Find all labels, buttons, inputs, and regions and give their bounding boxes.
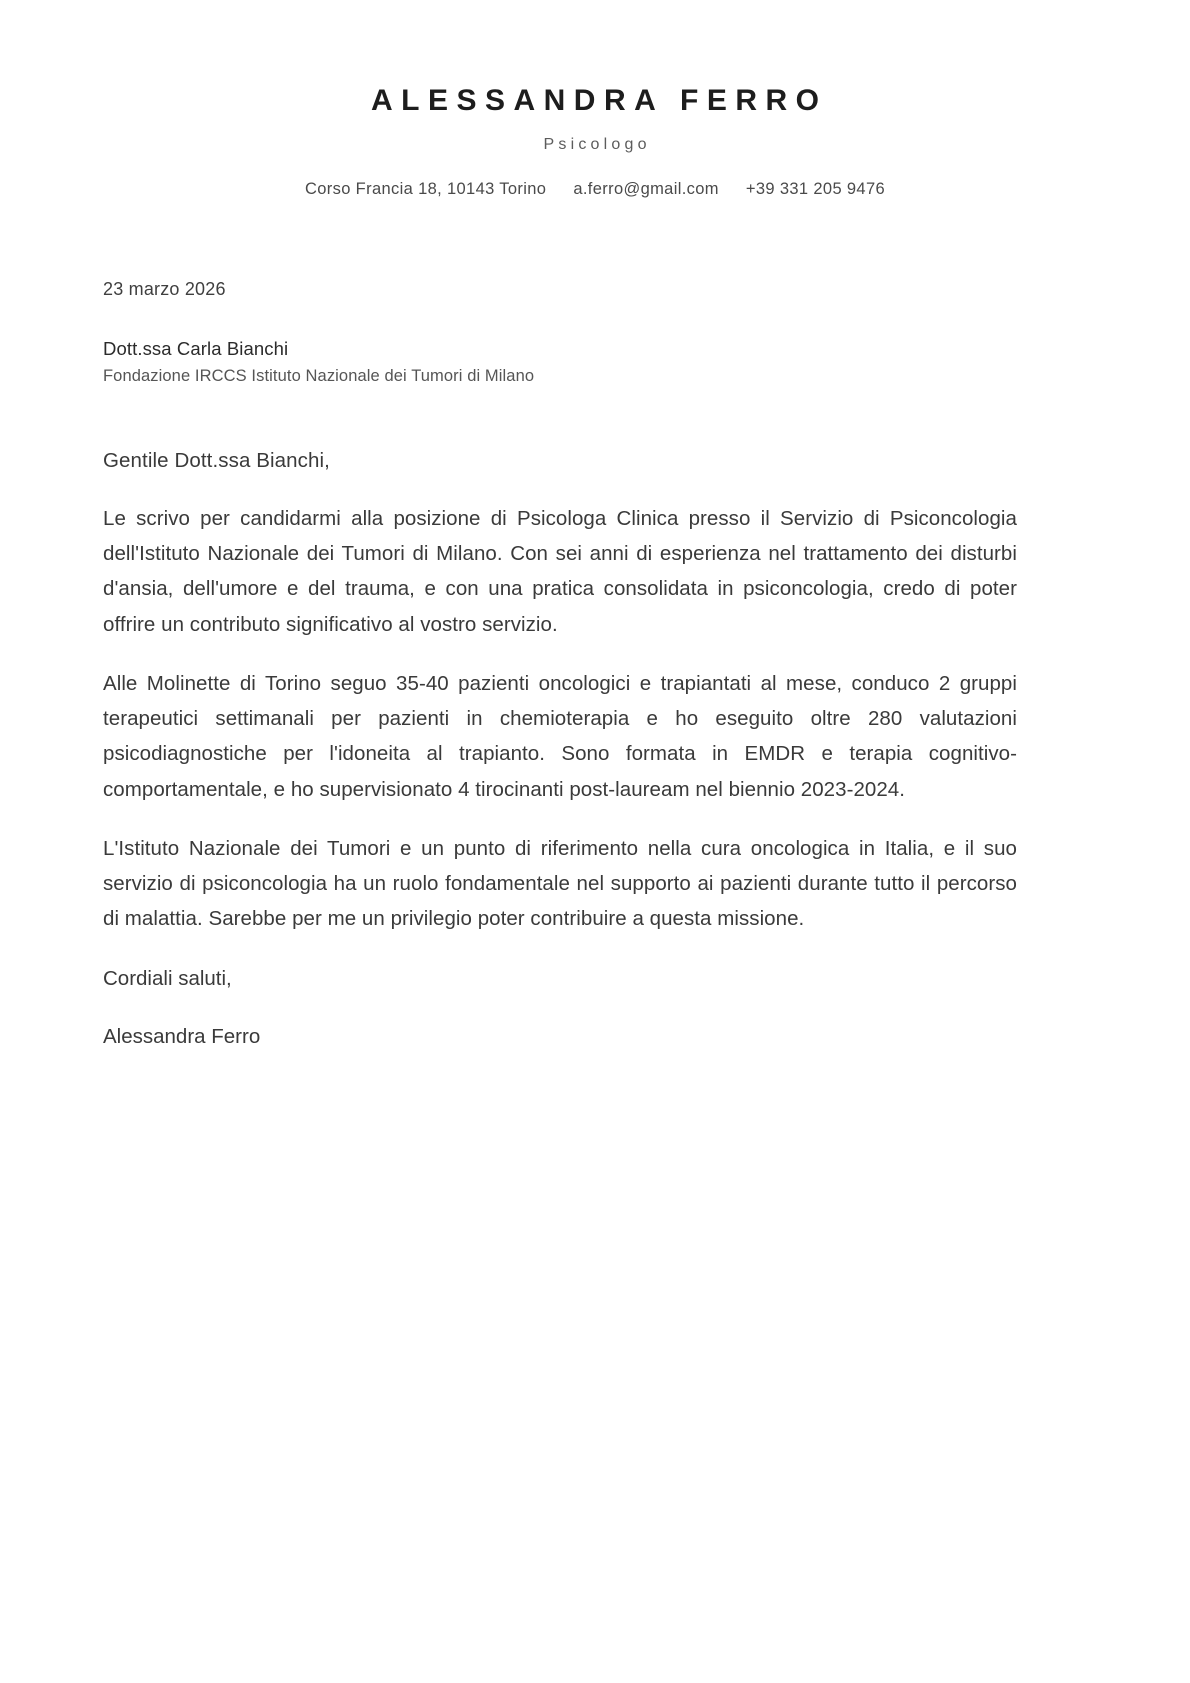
candidate-name: ALESSANDRA FERRO <box>370 84 828 117</box>
letterhead <box>0 0 1190 199</box>
letter-body <box>0 279 1190 1055</box>
letter-signature: Alessandra Ferro <box>103 1025 261 1049</box>
recipient-organization: Fondazione IRCCS Istituto Nazionale dei Tumori di Milano <box>103 367 535 386</box>
letter-date: 23 marzo 2026 <box>103 278 226 299</box>
recipient-block <box>103 336 1017 390</box>
letter-greeting: Gentile Dott.ssa Bianchi, <box>103 449 330 473</box>
candidate-role: Psicologo <box>543 135 651 153</box>
letter-closing: Cordiali saluti, <box>103 966 232 990</box>
contact-phone[interactable]: +39 331 205 9476 <box>745 179 886 198</box>
contact-address: Corso Francia 18, 10143 Torino <box>304 179 547 198</box>
letter-paragraph: Alle Molinette di Torino seguo 35-40 pazienti oncologici e trapiantati al mese, conduco 2 gruppi terapeutici settimanali per pazienti in chemioterapia e ho eseguito oltre 280 valutazioni psicodiagnostiche per l'idoneita al trapianto. Sono formata in EMDR e terapia cognitivo-comportamentale, e ho supervisionato 4 tirocinanti post-lauream nel biennio 2023-2024. <box>103 671 1017 801</box>
recipient-name: Dott.ssa Carla Bianchi <box>103 337 289 359</box>
contact-line <box>0 180 1190 199</box>
letter-paragraph: Le scrivo per candidarmi alla posizione di Psicologa Clinica presso il Servizio di Psiconcologia dell'Istituto Nazionale dei Tumori di Milano. Con sei anni di esperienza nel trattamento dei disturbi d'ansia, dell'umore e del trauma, e con una pratica consolidata in psiconcologia, credo di poter offrire un contributo significativo al vostro servizio. <box>103 506 1017 636</box>
letter-paragraph: L'Istituto Nazionale dei Tumori e un punto di riferimento nella cura oncologica in Italia, e il suo servizio di psiconcologia ha un ruolo fondamentale nel supporto ai pazienti durante tutto il percorso di malattia. Sarebbe per me un privilegio poter contribuire a questa missione. <box>103 836 1017 931</box>
contact-email[interactable]: a.ferro@gmail.com <box>573 179 719 198</box>
